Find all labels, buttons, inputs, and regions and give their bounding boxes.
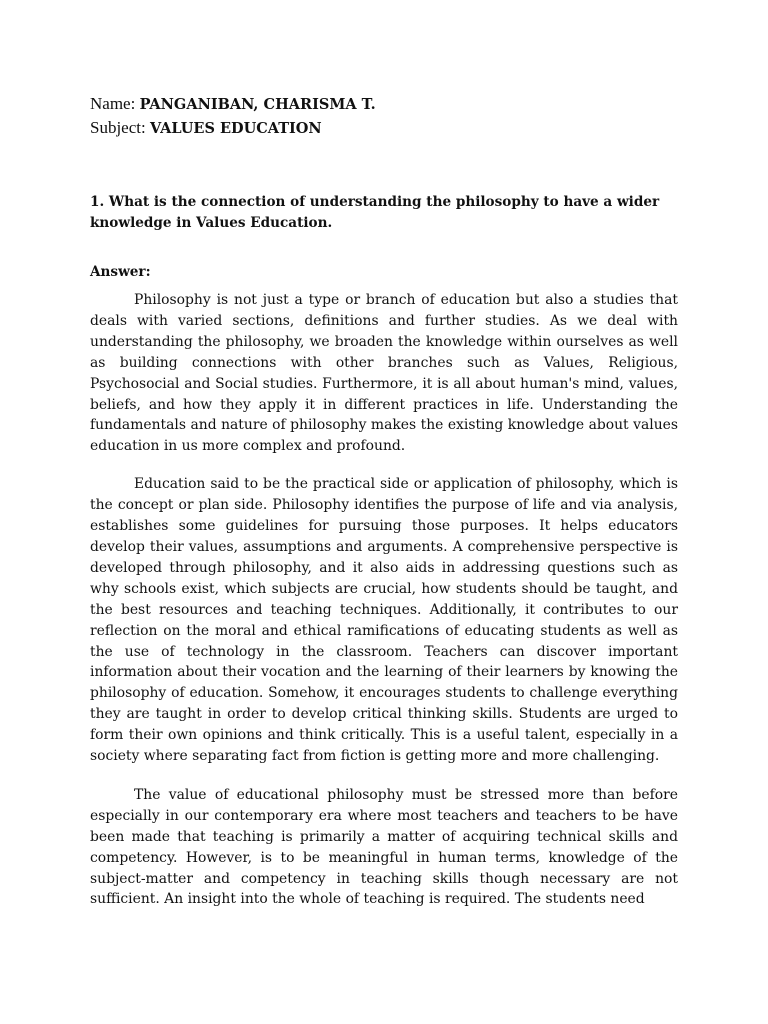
name-line — [90, 92, 678, 116]
student-name: PANGANIBAN, CHARISMA T. — [139, 96, 376, 113]
question-text: 1. What is the connection of understanding the philosophy to have a wider knowledge in Values Education. — [90, 194, 660, 231]
answer-paragraph-1: Philosophy is not just a type or branch of education but also a studies that deals with varied sections, definitions and further studies. As we deal with understanding the philosophy, we broaden the knowledge within ourselves as well as building connections with other branches such as Values, Religious, Psychosocial and Social studies. Furthermore, it is all about human's mind, values, beliefs, and how they apply it in different practices in life. Understanding the fundamentals and nature of philosophy makes the existing knowledge about values education in us more complex and profound. — [90, 292, 678, 455]
subject-name: VALUES EDUCATION — [149, 120, 322, 137]
answer-paragraph-2: Education said to be the practical side or application of philosophy, which is the concept or plan side. Philosophy identifies the purpose of life and via analysis, establishes some guidelines for pursuing those purposes. It helps educators develop their values, assumptions and arguments. A comprehensive perspective is developed through philosophy, and it also aids in addressing questions such as why schools exist, which subjects are crucial, how students should be taught, and the best resources and teaching techniques. Additionally, it contributes to our reflection on the moral and ethical ramifications of educating students as well as the use of technology in the classroom. Teachers can discover important information about their vocation and the learning of their learners by knowing the philosophy of education. Somehow, it encourages students to challenge everything they are taught in order to develop critical thinking skills. Students are urged to form their own opinions and think critically. This is a useful talent, especially in a society where separating fact from fiction is getting more and more challenging. — [90, 476, 678, 765]
subject-label: Subject: — [90, 118, 150, 137]
answer-label: Answer: — [90, 264, 151, 280]
subject-line — [90, 116, 678, 140]
document-page — [90, 92, 678, 910]
answer-paragraph-3: The value of educational philosophy must be stressed more than before especially in our contemporary era where most teachers and teachers to be have been made that teaching is primarily a matter of acquiring technical skills and competency. However, is to be meaningful in human terms, knowledge of the subject-matter and competency in teaching skills though necessary are not sufficient. An insight into the whole of teaching is required. The students need — [90, 786, 678, 908]
name-label: Name: — [90, 94, 140, 113]
